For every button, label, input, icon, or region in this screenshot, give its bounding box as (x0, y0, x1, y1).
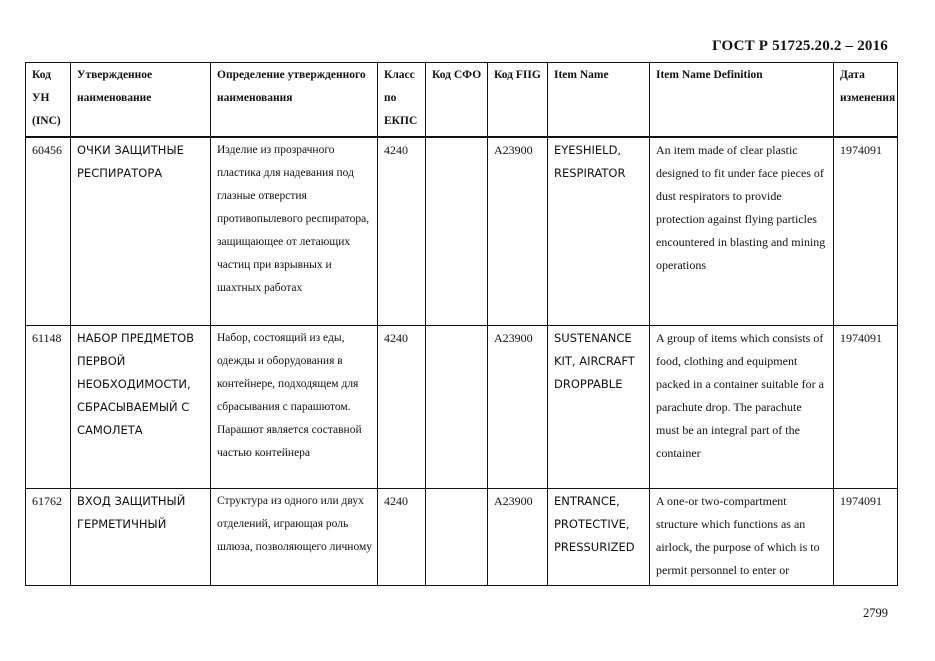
cell-ekps-class: 4240 (378, 137, 426, 326)
cell-change-date: 1974091 (834, 137, 898, 326)
document-title: ГОСТ Р 51725.20.2 – 2016 (712, 38, 888, 54)
cell-approved-name: НАБОР ПРЕДМЕТОВ ПЕРВОЙ НЕОБХОДИМОСТИ, СБРАСЫВАЕМЫЙ С САМОЛЕТА (71, 326, 211, 489)
table-header-row (26, 63, 898, 138)
column-header-fiig-code: Код FIIG (488, 63, 548, 138)
cell-fiig-code: A23900 (488, 326, 548, 489)
cell-item-definition: A one-or two-compartment structure which functions as an airlock, the purpose of which is to permit personnel to enter or (650, 489, 834, 586)
cell-sfo-code (426, 489, 488, 586)
cell-fiig-code: A23900 (488, 489, 548, 586)
cell-definition: Набор, состоящий из еды, одежды и оборудования в контейнере, подходящем для сбрасывания с парашютом. Парашют является составной частью контейнера (211, 326, 378, 489)
column-header-item-definition: Item Name Definition (650, 63, 834, 138)
cell-item-name: SUSTENANCE KIT, AIRCRAFT DROPPABLE (548, 326, 650, 489)
column-header-definition: Определение утвержденного наименования (211, 63, 378, 138)
column-header-sfo-code: Код СФО (426, 63, 488, 138)
cell-sfo-code (426, 137, 488, 326)
column-header-ekps-class: Класс по ЕКПС (378, 63, 426, 138)
cell-change-date: 1974091 (834, 489, 898, 586)
cell-inc: 60456 (26, 137, 71, 326)
cell-definition: Изделие из прозрачного пластика для надевания под глазные отверстия противопылевого респиратора, защищающее от летающих частиц при взрывных и шахтных работах (211, 137, 378, 326)
cell-item-definition: A group of items which consists of food, clothing and equipment packed in a container suitable for a parachute drop. The parachute must be an integral part of the container (650, 326, 834, 489)
cell-ekps-class: 4240 (378, 489, 426, 586)
cell-item-name: ENTRANCE, PROTECTIVE, PRESSURIZED (548, 489, 650, 586)
table-row (26, 137, 898, 326)
column-header-change-date: Дата изменения (834, 63, 898, 138)
cell-item-name: EYESHIELD, RESPIRATOR (548, 137, 650, 326)
cell-inc: 61762 (26, 489, 71, 586)
cell-sfo-code (426, 326, 488, 489)
column-header-item-name: Item Name (548, 63, 650, 138)
item-name-table (25, 62, 898, 586)
column-header-inc: Код УН (INC) (26, 63, 71, 138)
cell-definition: Структура из одного или двух отделений, играющая роль шлюза, позволяющего личному (211, 489, 378, 586)
cell-inc: 61148 (26, 326, 71, 489)
cell-fiig-code: A23900 (488, 137, 548, 326)
cell-item-definition: An item made of clear plastic designed to fit under face pieces of dust respirators to provide protection against flying particles encountered in blasting and mining operations (650, 137, 834, 326)
table-row (26, 326, 898, 489)
cell-approved-name: ВХОД ЗАЩИТНЫЙ ГЕРМЕТИЧНЫЙ (71, 489, 211, 586)
page-number: 2799 (863, 606, 888, 620)
cell-ekps-class: 4240 (378, 326, 426, 489)
cell-change-date: 1974091 (834, 326, 898, 489)
table-row (26, 489, 898, 586)
column-header-approved-name: Утвержденное наименование (71, 63, 211, 138)
cell-approved-name: ОЧКИ ЗАЩИТНЫЕ РЕСПИРАТОРА (71, 137, 211, 326)
